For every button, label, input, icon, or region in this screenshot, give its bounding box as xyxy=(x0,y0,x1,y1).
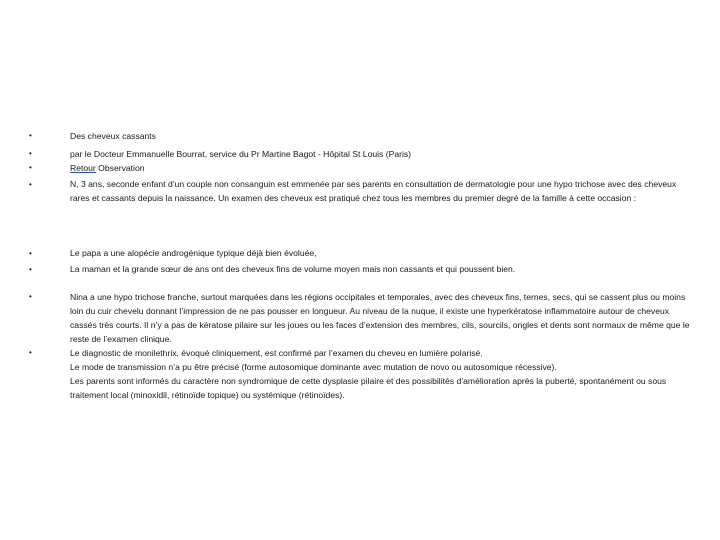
diagnosis-line: Le diagnostic de monilethrix, évoqué cliniquement, est confirmé par l’examen du cheveu en lumière polarisé. xyxy=(70,348,483,358)
mother-sister-text: La maman et la grande sœur de ans ont des cheveux fins de volume moyen mais non cassants et qui poussent bien. xyxy=(70,264,516,274)
bullet-8: • xyxy=(29,348,32,357)
bullet-6: • xyxy=(29,265,32,274)
title-text: Des cheveux cassants xyxy=(70,131,156,141)
counseling-line: Les parents sont informés du caractère non syndromique de cette dysplasie pilaire et des possibilités d’amélioration après la puberté, spontanément ou sous traitement local (minoxidil, rétinoïde topique) ou systémique (rétinoïdes). xyxy=(70,376,667,400)
bullet-2: • xyxy=(29,149,32,158)
transmission-line: Le mode de transmission n’a pu être précisé (forme autosomique dominante avec mutation de novo ou autosomique récessive). xyxy=(70,362,557,372)
bullet-3: • xyxy=(29,163,32,172)
father-text: Le papa a une alopécie androgénique typique déjà bien évoluée, xyxy=(70,248,317,258)
observation-label: Observation xyxy=(95,163,145,173)
case-intro-text: N, 3 ans, seconde enfant d’un couple non consanguin est emmenée par ses parents en consultation de dermatologie pour une hypo trichose avec des cheveux rares et cassants depuis la naissance. Un examen des cheveux est pratiqué chez tous les membres du premier degré de la famille à cette occasion : xyxy=(70,179,677,203)
bullet-4: • xyxy=(29,180,32,189)
bullet-1: • xyxy=(29,131,32,140)
back-link[interactable]: Retour xyxy=(70,163,96,173)
author-text: par le Docteur Emmanuelle Bourrat, service du Pr Martine Bagot - Hôpital St Louis (Paris) xyxy=(70,149,412,159)
diagnosis-block xyxy=(70,346,690,402)
bullet-7: • xyxy=(29,292,32,301)
nav-line xyxy=(70,161,690,175)
patient-exam-text: Nina a une hypo trichose franche, surtout marquées dans les régions occipitales et temporales, avec des cheveux fins, ternes, secs, qui se cassent plus ou moins loin du cuir chevelu donnant l’impression de ne pas pousser en longueur. Au niveau de la nuque, il existe une hyperkératose inflammatoire autour de cheveux cassés très courts. Il n’y a pas de kératose pilaire sur les joues ou les faces d’extension des membres, cils, sourcils, ongles et dents sont normaux de même que le reste de l’examen clinique. xyxy=(70,292,690,344)
bullet-5: • xyxy=(29,249,32,258)
